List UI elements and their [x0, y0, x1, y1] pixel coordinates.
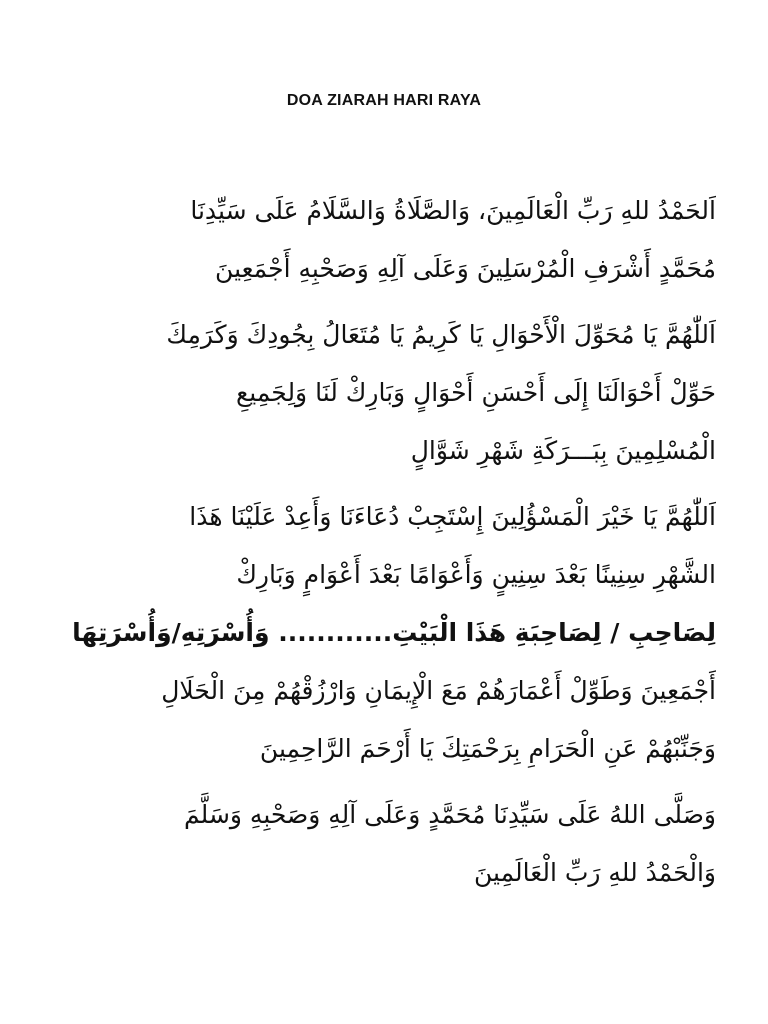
prayer-line: اَلحَمْدُ للهِ رَبِّ الْعَالَمِينَ، وَالصَّلَاةُ وَالسَّلَامُ عَلَى سَيِّدِنَا: [190, 196, 716, 225]
page-title: DOA ZIARAH HARI RAYA: [286, 92, 482, 109]
prayer-line: اَللّٰهُمَّ يَا خَيْرَ الْمَسْؤُلِينَ إِسْتَجِبْ دُعَاءَنَا وَأَعِدْ عَلَيْنَا هَذَا: [189, 502, 716, 531]
prayer-line: وَصَلَّى اللهُ عَلَى سَيِّدِنَا مُحَمَّدٍ وَعَلَى آلِهِ وَصَحْبِهِ وَسَلَّمَ: [184, 800, 716, 829]
prayer-line: الشَّهْرِ سِنِينًا بَعْدَ سِنِينٍ وَأَعْوَامًا بَعْدَ أَعْوَامٍ وَبَارِكْ: [236, 560, 716, 589]
opening-praise-section: [60, 182, 716, 298]
prayer-line: وَالْحَمْدُ للهِ رَبِّ الْعَالَمِينَ: [474, 858, 716, 887]
prayer-line: حَوِّلْ أَحْوَالَنَا إِلَى أَحْسَنِ أَحْوَالٍ وَبَارِكْ لَنَا وَلِجَمِيعِ: [236, 378, 716, 407]
prayer-line: الْمُسْلِمِينَ بِبَـــرَكَةِ شَهْرِ شَوَّالٍ: [410, 436, 716, 465]
closing-section: [60, 786, 716, 902]
prayer-line: أَجْمَعِينَ وَطَوِّلْ أَعْمَارَهُمْ مَعَ الْإِيمَانِ وَارْزُقْهُمْ مِنَ الْحَلَالِ: [161, 676, 716, 705]
supplication-section-1: [60, 306, 716, 480]
prayer-body: [60, 182, 716, 910]
prayer-line: مُحَمَّدٍ أَشْرَفِ الْمُرْسَلِينَ وَعَلَى آلِهِ وَصَحْبِهِ أَجْمَعِينَ: [215, 254, 716, 283]
prayer-line: اَللّٰهُمَّ يَا مُحَوِّلَ الْأَحْوَالِ يَا كَرِيمُ يَا مُتَعَالُ بِجُودِكَ وَكَرَمِكَ: [166, 320, 716, 349]
household-name-line: لِصَاحِبِ / لِصَاحِبَةِ هَذَا الْبَيْتِ............ وَأُسْرَتِهِ/وَأُسْرَتِهَا: [72, 618, 716, 647]
prayer-line: وَجَنِّبْهُمْ عَنِ الْحَرَامِ بِرَحْمَتِكَ يَا أَرْحَمَ الرَّاحِمِينَ: [259, 734, 716, 763]
supplication-section-2: [60, 488, 716, 778]
